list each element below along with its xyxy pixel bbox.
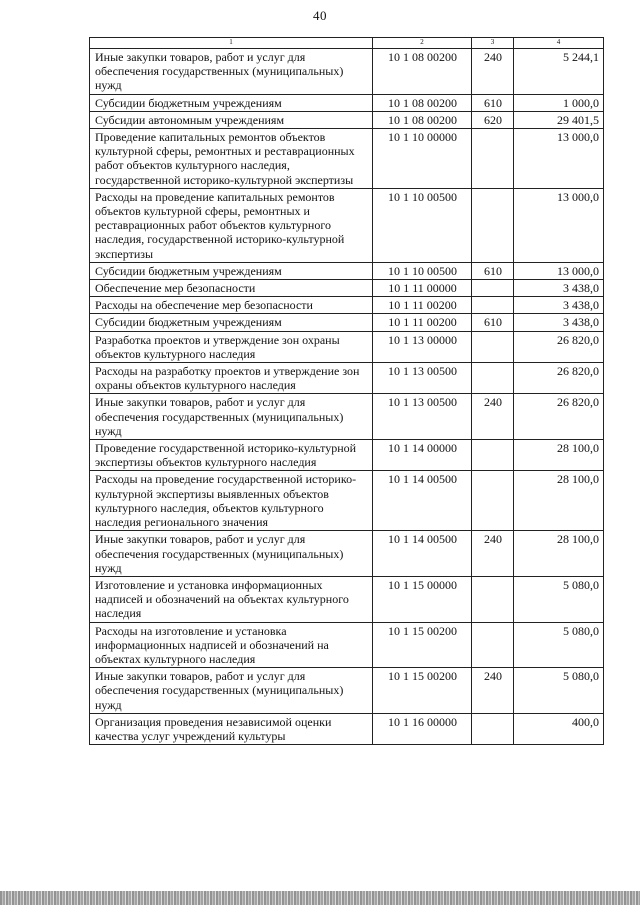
row-code-cell: 10 1 15 00000 <box>373 576 472 622</box>
row-name-cell: Обеспечение мер безопасности <box>90 280 373 297</box>
row-type-cell: 240 <box>472 49 514 95</box>
table-row <box>90 394 604 440</box>
table-row <box>90 713 604 744</box>
row-amount-cell: 29 401,5 <box>514 111 604 128</box>
row-code-cell: 10 1 14 00500 <box>373 531 472 577</box>
row-code-cell: 10 1 08 00200 <box>373 111 472 128</box>
row-name-cell: Расходы на изготовление и установка информационных надписей и обозначений на объектах культурного наследия <box>90 622 373 668</box>
row-name-cell: Изготовление и установка информационных надписей и обозначений на объектах культурного наследия <box>90 576 373 622</box>
row-amount-cell: 5 080,0 <box>514 576 604 622</box>
row-type-cell <box>472 576 514 622</box>
row-name-cell: Разработка проектов и утверждение зон охраны объектов культурного наследия <box>90 331 373 362</box>
row-name-cell: Субсидии бюджетным учреждениям <box>90 262 373 279</box>
table-row <box>90 668 604 714</box>
table-header-row <box>90 38 604 49</box>
table-row <box>90 94 604 111</box>
row-name-cell: Иные закупки товаров, работ и услуг для обеспечения государственных (муниципальных) нужд <box>90 394 373 440</box>
row-name-cell: Проведение государственной историко-культурной экспертизы объектов культурного наследия <box>90 440 373 471</box>
row-code-cell: 10 1 08 00200 <box>373 94 472 111</box>
row-type-cell <box>472 297 514 314</box>
row-name-cell: Иные закупки товаров, работ и услуг для обеспечения государственных (муниципальных) нужд <box>90 49 373 95</box>
row-amount-cell: 13 000,0 <box>514 188 604 262</box>
row-name-cell: Расходы на обеспечение мер безопасности <box>90 297 373 314</box>
row-type-cell: 620 <box>472 111 514 128</box>
table-row <box>90 622 604 668</box>
row-type-cell: 610 <box>472 262 514 279</box>
row-amount-cell: 28 100,0 <box>514 440 604 471</box>
row-name-cell: Организация проведения независимой оценки качества услуг учреждений культуры <box>90 713 373 744</box>
row-type-cell <box>472 129 514 189</box>
table-row <box>90 49 604 95</box>
row-code-cell: 10 1 13 00000 <box>373 331 472 362</box>
table-row <box>90 531 604 577</box>
row-amount-cell: 13 000,0 <box>514 129 604 189</box>
row-type-cell <box>472 713 514 744</box>
row-type-cell: 610 <box>472 94 514 111</box>
scan-edge-noise <box>0 891 640 905</box>
row-code-cell: 10 1 11 00200 <box>373 297 472 314</box>
row-name-cell: Проведение капитальных ремонтов объектов культурной сферы, ремонтных и реставрационных работ объектов культурного наследия, государственной историко-культурной экспертизы <box>90 129 373 189</box>
row-code-cell: 10 1 10 00500 <box>373 188 472 262</box>
row-amount-cell: 26 820,0 <box>514 331 604 362</box>
row-name-cell: Субсидии бюджетным учреждениям <box>90 94 373 111</box>
row-type-cell <box>472 331 514 362</box>
row-type-cell <box>472 188 514 262</box>
column-header-code: 2 <box>373 38 472 49</box>
row-name-cell: Расходы на разработку проектов и утверждение зон охраны объектов культурного наследия <box>90 363 373 394</box>
table-row <box>90 576 604 622</box>
table-row <box>90 129 604 189</box>
row-amount-cell: 3 438,0 <box>514 314 604 331</box>
row-type-cell: 610 <box>472 314 514 331</box>
row-amount-cell: 13 000,0 <box>514 262 604 279</box>
row-amount-cell: 5 080,0 <box>514 622 604 668</box>
row-code-cell: 10 1 10 00000 <box>373 129 472 189</box>
row-code-cell: 10 1 13 00500 <box>373 394 472 440</box>
row-code-cell: 10 1 11 00200 <box>373 314 472 331</box>
table-row <box>90 471 604 531</box>
row-type-cell: 240 <box>472 668 514 714</box>
row-name-cell: Субсидии автономным учреждениям <box>90 111 373 128</box>
row-name-cell: Расходы на проведение государственной историко-культурной экспертизы выявленных объектов культурного наследия, объектов культурного наследия регионального значения <box>90 471 373 531</box>
row-type-cell: 240 <box>472 394 514 440</box>
table-row <box>90 262 604 279</box>
row-type-cell <box>472 622 514 668</box>
column-header-amount: 4 <box>514 38 604 49</box>
row-code-cell: 10 1 13 00500 <box>373 363 472 394</box>
table-row <box>90 188 604 262</box>
row-type-cell <box>472 471 514 531</box>
row-amount-cell: 5 080,0 <box>514 668 604 714</box>
row-name-cell: Расходы на проведение капитальных ремонтов объектов культурной сферы, ремонтных и реставрационных работ объектов культурного наследия, государственной историко-культурной экспертизы <box>90 188 373 262</box>
row-amount-cell: 26 820,0 <box>514 394 604 440</box>
table-row <box>90 297 604 314</box>
column-header-name: 1 <box>90 38 373 49</box>
row-code-cell: 10 1 11 00000 <box>373 280 472 297</box>
row-name-cell: Иные закупки товаров, работ и услуг для обеспечения государственных (муниципальных) нужд <box>90 668 373 714</box>
row-name-cell: Субсидии бюджетным учреждениям <box>90 314 373 331</box>
row-amount-cell: 26 820,0 <box>514 363 604 394</box>
table-row <box>90 440 604 471</box>
budget-table <box>89 37 604 745</box>
row-amount-cell: 5 244,1 <box>514 49 604 95</box>
row-code-cell: 10 1 14 00000 <box>373 440 472 471</box>
row-code-cell: 10 1 08 00200 <box>373 49 472 95</box>
row-type-cell: 240 <box>472 531 514 577</box>
row-code-cell: 10 1 10 00500 <box>373 262 472 279</box>
row-name-cell: Иные закупки товаров, работ и услуг для обеспечения государственных (муниципальных) нужд <box>90 531 373 577</box>
column-header-type: 3 <box>472 38 514 49</box>
row-amount-cell: 400,0 <box>514 713 604 744</box>
row-code-cell: 10 1 15 00200 <box>373 668 472 714</box>
page-number: 40 <box>313 8 327 23</box>
row-amount-cell: 3 438,0 <box>514 297 604 314</box>
row-code-cell: 10 1 16 00000 <box>373 713 472 744</box>
row-amount-cell: 1 000,0 <box>514 94 604 111</box>
table-row <box>90 363 604 394</box>
row-amount-cell: 3 438,0 <box>514 280 604 297</box>
table-row <box>90 111 604 128</box>
row-amount-cell: 28 100,0 <box>514 531 604 577</box>
row-type-cell <box>472 363 514 394</box>
row-type-cell <box>472 280 514 297</box>
row-code-cell: 10 1 14 00500 <box>373 471 472 531</box>
table-row <box>90 331 604 362</box>
row-type-cell <box>472 440 514 471</box>
table-row <box>90 280 604 297</box>
table-row <box>90 314 604 331</box>
row-code-cell: 10 1 15 00200 <box>373 622 472 668</box>
row-amount-cell: 28 100,0 <box>514 471 604 531</box>
